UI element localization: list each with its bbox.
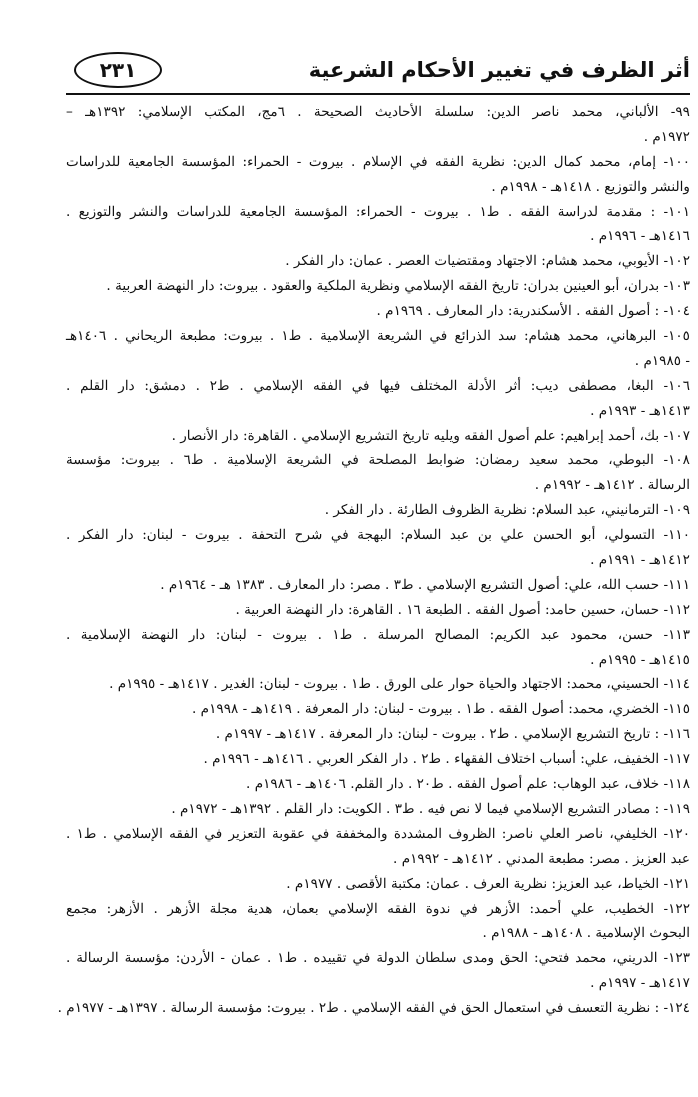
bibliography-line: ١١٥- الخضري، محمد: أصول الفقه . ط١ . بيروت - لبنان: دار المعرفة . ١٤١٩هـ - ١٩٩٨م . bbox=[192, 701, 690, 718]
bibliography-line: ١١٩- : مصادر التشريع الإسلامي فيما لا نص فيه . ط٣ . الكويت: دار القلم . ١٣٩٢هـ - ١٩٧٢م . bbox=[171, 800, 690, 817]
bibliography-line: ١٤١٧هـ - ١٩٩٧م . bbox=[590, 975, 690, 992]
bibliography-line: ١٠٣- بدران، أبو العينين بدران: تاريخ الفقه الإسلامي ونظرية الملكية والعقود . بيروت: دار النهضة العربية . bbox=[106, 278, 690, 295]
bibliography-line: ١٤١٣هـ - ١٩٩٣م . bbox=[590, 402, 690, 419]
bibliography-line: ١١١- حسب الله، علي: أصول التشريع الإسلامي . ط٣ . مصر: دار المعارف . ١٣٨٣ هـ - ١٩٦٤م . bbox=[160, 576, 690, 593]
bibliography-line: ١٠٨- البوطي، محمد سعيد رمضان: ضوابط المصلحة في الشريعة الإسلامية . ط٦ . بيروت: مؤسسة bbox=[66, 452, 690, 469]
bibliography-line: ١٤١٦هـ - ١٩٩٦م . bbox=[590, 228, 690, 245]
bibliography-line: ١١٣- حسن، محمود عبد الكريم: المصالح المرسلة . ط١ . بيروت - لبنان: دار النهضة الإسلامية . bbox=[66, 626, 691, 643]
bibliography-line: ١٠٧- بك، أحمد إبراهيم: علم أصول الفقه ويليه تاريخ التشريع الإسلامي . القاهرة: دار الأنصار . bbox=[171, 427, 690, 444]
running-title: أثر الظرف في تغيير الأحكام الشرعية bbox=[308, 58, 690, 82]
bibliography-line: ١٠٠- إمام، محمد كمال الدين: نظرية الفقه في الإسلام . بيروت - الحمراء: المؤسسة الجامعية للدراسات bbox=[66, 153, 690, 170]
bibliography-line: ١٢٢- الخطيب، علي أحمد: الأزهر في ندوة الفقه الإسلامي بعمان، هدية مجلة الأزهر . الأزهر: مجمع bbox=[66, 900, 690, 917]
bibliography-line: ١٠٦- البغا، مصطفى ديب: أثر الأدلة المختلف فيها في الفقه الإسلامي . ط٢ . دمشق: دار القلم . bbox=[66, 377, 690, 394]
page-header bbox=[66, 50, 690, 96]
bibliography-line: ١٤١٥هـ - ١٩٩٥م . bbox=[590, 651, 690, 668]
bibliography-line: ١١٨- خلاف، عبد الوهاب: علم أصول الفقه . ط٢٠ . دار القلم. ١٤٠٦هـ - ١٩٨٦م . bbox=[246, 776, 690, 793]
header-divider bbox=[66, 93, 690, 95]
bibliography-line: ١٢٣- الدريني، محمد فتحي: الحق ومدى سلطان الدولة في تقييده . ط١ . عمان - الأردن: مؤسسة الرسالة . bbox=[66, 950, 690, 967]
bibliography-line: ١٠٤- : أصول الفقه . الأسكندرية: دار المعارف . ١٩٦٩م . bbox=[376, 303, 690, 320]
bibliography-list bbox=[57, 100, 691, 1021]
bibliography-line: ١١٦- : تاريخ التشريع الإسلامي . ط٢ . بيروت - لبنان: دار المعرفة . ١٤١٧هـ - ١٩٩٧م . bbox=[215, 726, 690, 743]
bibliography-line: والنشر والتوزيع . ١٤١٨هـ - ١٩٩٨م . bbox=[491, 178, 690, 195]
bibliography-line: ١٢٠- الخليفي، ناصر العلي ناصر: الظروف المشددة والمخففة في عقوبة التعزير في الفقه الإسلامي . ط١ . bbox=[66, 825, 690, 842]
bibliography-line: ١١٤- الحسيني، محمد: الاجتهاد والحياة حوار على الورق . ط١ . بيروت - لبنان: الغدير . ١٤١٧هـ - ١٩٩٥م . bbox=[109, 676, 690, 693]
bibliography-line: ٩٩- الألباني، محمد ناصر الدين: سلسلة الأحاديث الصحيحة . ٦مج، المكتب الإسلامي: ١٣٩٢هـ – bbox=[66, 104, 690, 120]
bibliography-line: عبد العزيز . مصر: مطبعة المدني . ١٤١٢هـ - ١٩٩٢م . bbox=[393, 850, 690, 867]
bibliography-line: ١١٢- حسان، حسين حامد: أصول الفقه . الطبعة ١٦ . القاهرة: دار النهضة العربية . bbox=[235, 601, 690, 618]
bibliography-line: ١٠٢- الأيوبي، محمد هشام: الاجتهاد ومقتضيات العصر . عمان: دار الفكر . bbox=[285, 253, 690, 270]
bibliography-line: الرسالة . ١٤١٢هـ - ١٩٩٢م . bbox=[534, 477, 690, 494]
bibliography-line: ١٠٩- الترمانيني، عبد السلام: نظرية الظروف الطارئة . دار الفكر . bbox=[324, 502, 690, 519]
bibliography-line: - ١٩٨٥م . bbox=[634, 352, 690, 369]
bibliography-line: البحوث الإسلامية . ١٤٠٨هـ - ١٩٨٨م . bbox=[482, 925, 690, 942]
page-number: ٢٣١ bbox=[74, 52, 162, 88]
bibliography-line: ١١٠- التسولي، أبو الحسن علي بن عبد السلام: البهجة في شرح التحفة . بيروت - لبنان: دار الفكر . bbox=[66, 527, 690, 544]
bibliography-line: ١٠١- : مقدمة لدراسة الفقه . ط١ . بيروت - الحمراء: المؤسسة الجامعية للدراسات والنشر والتوزيع . bbox=[66, 203, 690, 220]
bibliography-line: ١٤١٢هـ - ١٩٩١م . bbox=[590, 552, 690, 569]
bibliography-line: ١١٧- الخفيف، علي: أسباب اختلاف الفقهاء . ط٢ . دار الفكر العربي . ١٤١٦هـ - ١٩٩٦م . bbox=[203, 751, 690, 768]
bibliography-line: ١٠٥- البرهاني، محمد هشام: سد الذرائع في الشريعة الإسلامية . ط١ . بيروت: مطبعة الريحاني . ١٤٠٦هـ bbox=[66, 328, 690, 345]
bibliography-line: ١٢١- الخياط، عبد العزيز: نظرية العرف . عمان: مكتبة الأقصى . ١٩٧٧م . bbox=[286, 875, 690, 892]
bibliography-line: ١٢٤- : نظرية التعسف في استعمال الحق في الفقه الإسلامي . ط٢ . بيروت: مؤسسة الرسالة . ١٣٩٧هـ - ١٩٧٧م . bbox=[57, 1000, 690, 1017]
bibliography-line: ١٩٧٢م . bbox=[643, 128, 690, 145]
